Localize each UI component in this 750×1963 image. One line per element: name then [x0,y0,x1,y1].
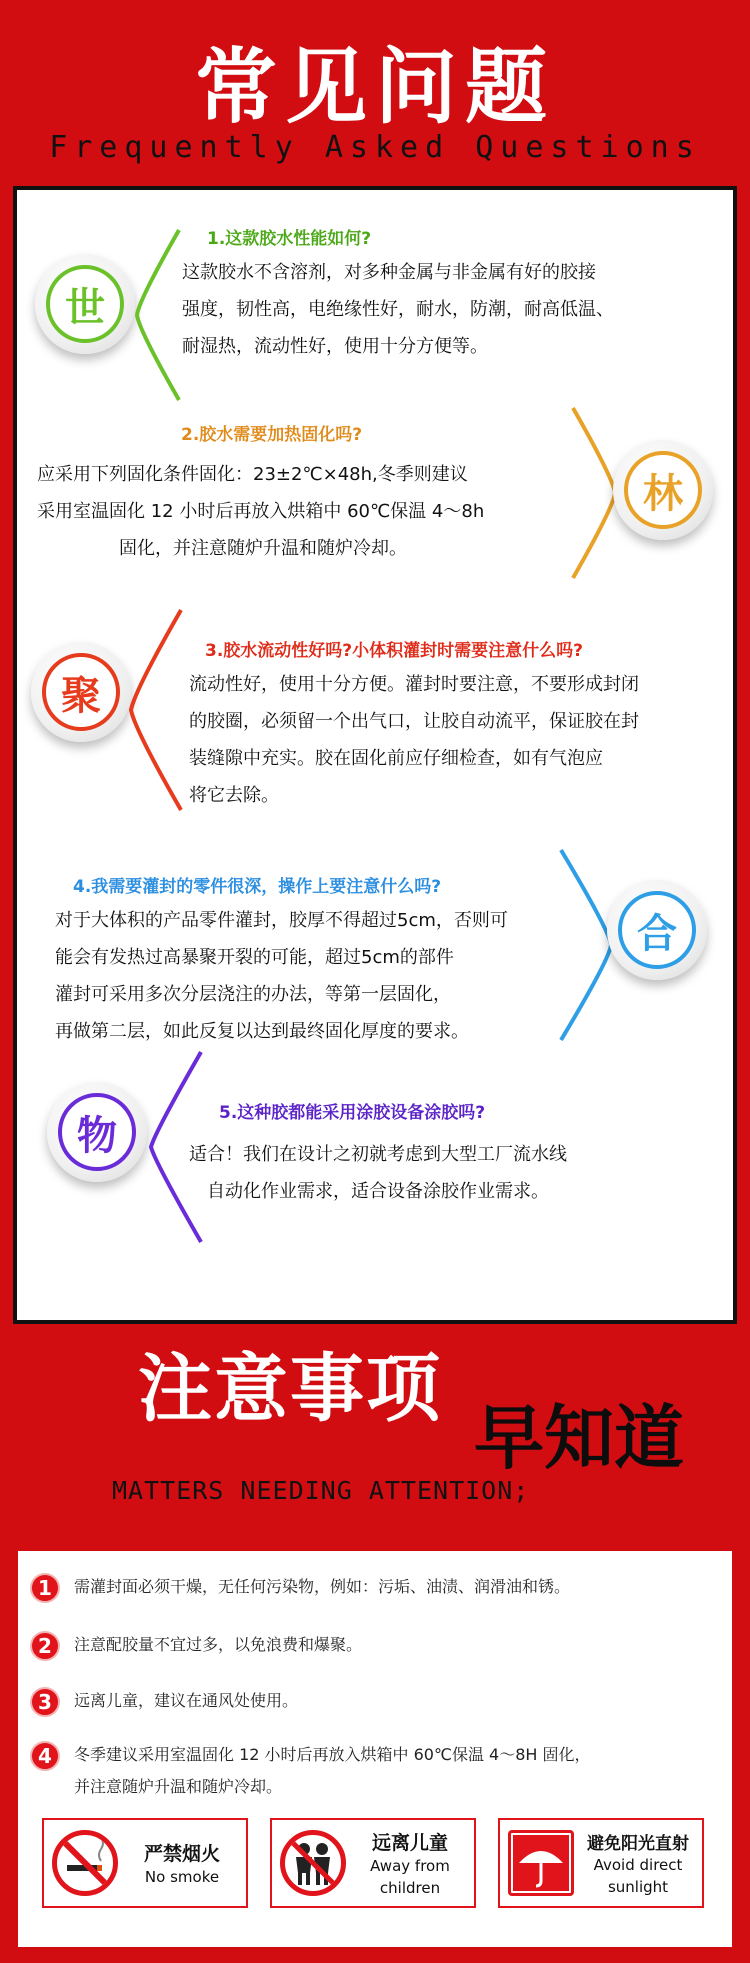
page-title: 常见问题 [194,40,555,135]
attention-item-1 [30,1573,570,1603]
faq-arc-3 [121,610,191,810]
faq-question-5: 5.这种胶都能采用涂胶设备涂胶吗? [219,1103,486,1123]
sign-title: 严禁烟火 [143,1842,220,1865]
keep-away-children-icon [280,1830,346,1896]
faq-badge-3: 聚 [31,642,131,742]
faq-badge-char: 世 [46,265,124,343]
attention-text: 注意配胶量不宜过多，以免浪费和爆聚。 [74,1635,363,1654]
page-subtitle: Frequently Asked Questions [49,130,701,165]
faq-question-4: 4.我需要灌封的零件很深，操作上要注意什么吗? [73,877,442,897]
number-badge: 1 [30,1573,60,1603]
attention-text: 冬季建议采用室温固化 12 小时后再放入烘箱中 60℃保温 4～8H 固化， 并注意随炉升温和随炉冷却。 [74,1745,591,1796]
faq-arc-1 [129,230,189,400]
sign-subtitle: No smoke [144,1867,220,1886]
faq-badge-1 [35,254,135,354]
sign-subtitle: Away from [370,1856,450,1875]
number-badge: 4 [30,1741,60,1771]
attention-text: 远离儿童，建议在通风处使用。 [74,1691,299,1710]
number-badge: 3 [30,1687,60,1717]
faq-answer-2: 应采用下列固化条件固化：23±2℃×48h,冬季则建议 采用室温固化 12 小时后再放入烘箱中 60℃保温 4～8h 固化，并注意随炉升温和随炉冷却。 [37,464,485,559]
attention-item-4 [30,1741,591,1803]
sign-title: 远离儿童 [371,1831,448,1854]
attention-item-2 [30,1631,362,1661]
attention-title-en: MATTERS NEEDING ATTENTION; [112,1476,530,1505]
sign-subtitle: Avoid direct [593,1855,683,1874]
faq-badge-4: 合 [607,880,707,980]
attention-text: 需灌封面必须干燥，无任何污染物，例如：污垢、油渍、润滑油和锈。 [74,1577,571,1596]
sign-avoid-sunlight [498,1818,704,1908]
attention-title-accent: 早知道 [474,1396,684,1479]
sign-no-smoke [42,1818,248,1908]
attention-title: 注意事项 [138,1346,442,1432]
faq-badge-5: 物 [47,1082,147,1182]
attention-item-3 [30,1687,298,1717]
faq-question-2: 2.胶水需要加热固化吗? [181,425,363,445]
faq-badge-2: 林 [613,440,713,540]
faq-question-1: 1.这款胶水性能如何? [207,229,372,249]
faq-answer-1: 这款胶水不含溶剂，对多种金属与非金属有好的胶接 强度，韧性高，电绝缘性好，耐水，防潮，耐高低温、 耐湿热，流动性好，使用十分方便等。 [182,262,614,357]
sign-subtitle: children [379,1878,441,1897]
faq-answer-3: 流动性好，使用十分方便。灌封时要注意，不要形成封闭 的胶圈，必须留一个出气口，让胶自动流平，保证胶在封 装缝隙中充实。胶在固化前应仔细检查，如有气泡应 将它去除。 [189,674,639,806]
sign-subtitle: sunlight [607,1877,669,1896]
sign-keep-away-children [270,1818,476,1908]
faq-answer-4: 对于大体积的产品零件灌封，胶厚不得超过5cm，否则可 能会有发热过高暴聚开裂的可能，超过5cm的部件 灌封可采用多次分层浇注的办法，等第一层固化， 再做第二层，如此反复以达到最终固化厚度的要求。 [55,910,508,1042]
faq-panel [13,186,737,1324]
number-badge: 2 [30,1631,60,1661]
faq-question-3: 3.胶水流动性好吗?小体积灌封时需要注意什么吗? [205,641,584,661]
avoid-sunlight-icon [508,1830,574,1896]
sign-title: 避免阳光直射 [587,1833,689,1854]
no-smoke-icon [52,1830,118,1896]
faq-answer-5: 适合！我们在设计之初就考虑到大型工厂流水线 自动化作业需求，适合设备涂胶作业需求。 [189,1144,567,1202]
